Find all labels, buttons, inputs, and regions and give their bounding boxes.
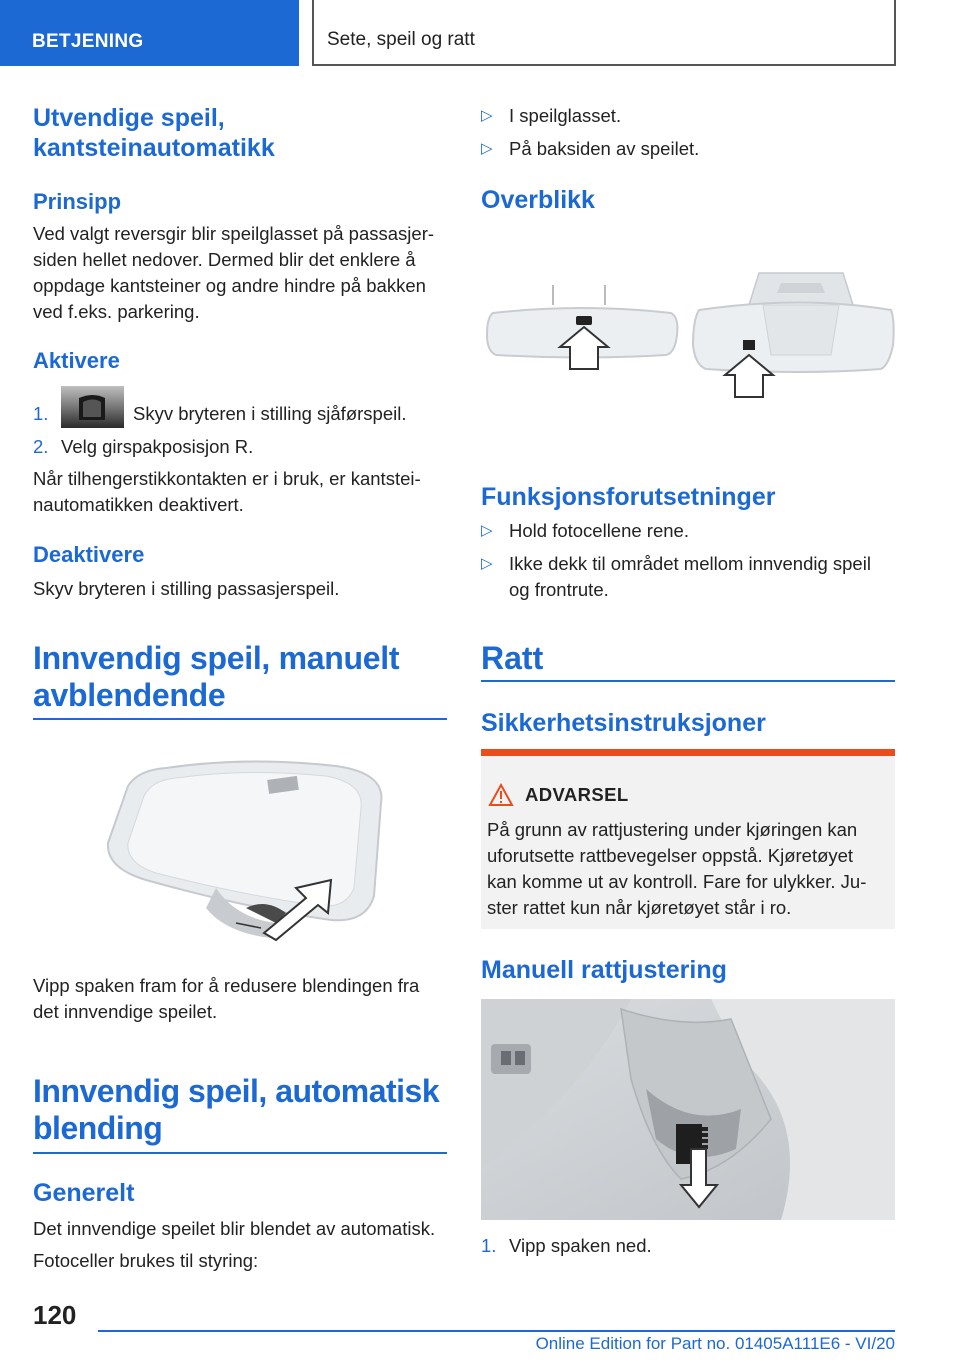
mirror-photocell-illustration [481,265,895,405]
triangle-bullet-icon: ▷ [481,107,493,124]
section-tab: BETJENING [0,0,299,66]
heading-auto-dimming: Innvendig speil, automatisk blending [33,1073,440,1146]
section-rule [33,718,447,720]
step-text: Velg girspakposisjon R. [61,436,254,457]
heading-overblikk: Overblikk [481,186,595,214]
bullet-text: Ikke dekk til området mellom innvendig speil og frontrute. [509,553,871,600]
paragraph-trailer-note: Når tilhengerstikkontakten er i bruk, er kantstei-nautomatikken deaktivert. [33,468,421,515]
section-rule [33,1152,447,1154]
warning-title: ADVARSEL [525,784,629,805]
paragraph-manual-dimming: Vipp spaken fram for å redusere blendingen fra det innvendige speilet. [33,975,420,1022]
bullet-text: I speilglasset. [509,105,622,126]
paragraph-prinsipp: Ved valgt reversgir blir speilglasset på passasjer-siden hellet nedover. Dermed blir det enklere å oppdage kantsteiner og andre hindre på bakken ved f.eks. parkering. [33,223,435,322]
heading-manuell-rattjustering: Manuell rattjustering [481,956,727,984]
list-item [33,401,447,431]
heading-generelt: Generelt [33,1179,135,1207]
footer-edition: Online Edition for Part no. 01405A111E6 - VI/20 [535,1334,895,1353]
heading-deaktivere: Deaktivere [33,542,145,567]
warning-text: På grunn av rattjustering under kjøringen kan uforutsette rattbevegelser oppstå. Kjøretøyet kan komme ut av kontroll. Fare for ulykker. Ju-ster rattet kun når kjøretøyet står i ro. [487,819,867,918]
heading-prinsipp: Prinsipp [33,189,122,214]
warning-triangle-icon [488,783,514,807]
mirror-lever-illustration [96,748,396,943]
heading-manual-dimming: Innvendig speil, manuelt avblendende [33,640,400,713]
heading-sikkerhet: Sikkerhetsinstruksjoner [481,709,766,737]
chapter-title: Sete, speil og ratt [312,0,896,66]
bullet-text: På baksiden av speilet. [509,138,700,159]
heading-outside-mirrors: Utvendige speil, kantsteinautomatikk [33,104,275,162]
step-number: 1. [481,1235,497,1256]
paragraph-generelt-2: Fotoceller brukes til styring: [33,1250,259,1271]
warning-box [481,749,895,929]
mirror-switch-icon [61,386,124,428]
step-text: Vipp spaken ned. [509,1235,652,1256]
paragraph-generelt-1: Det innvendige speilet blir blendet av automatisk. [33,1218,436,1239]
heading-funksjon: Funksjonsforutsetninger [481,483,776,511]
steering-lever-illustration [481,999,895,1220]
footer-rule [98,1330,895,1332]
triangle-bullet-icon: ▷ [481,140,493,157]
triangle-bullet-icon: ▷ [481,522,493,539]
step-number: 2. [33,436,49,457]
heading-ratt: Ratt [481,640,544,676]
section-rule [481,680,895,682]
page-number: 120 [33,1300,77,1330]
triangle-bullet-icon: ▷ [481,555,493,572]
step-number: 1. [33,403,49,424]
step-text: Skyv bryteren i stilling sjåførspeil. [133,403,407,424]
bullet-text: Hold fotocellene rene. [509,520,689,541]
paragraph-deaktivere: Skyv bryteren i stilling passasjerspeil. [33,578,340,599]
heading-aktivere: Aktivere [33,348,120,373]
page-header [0,0,960,66]
